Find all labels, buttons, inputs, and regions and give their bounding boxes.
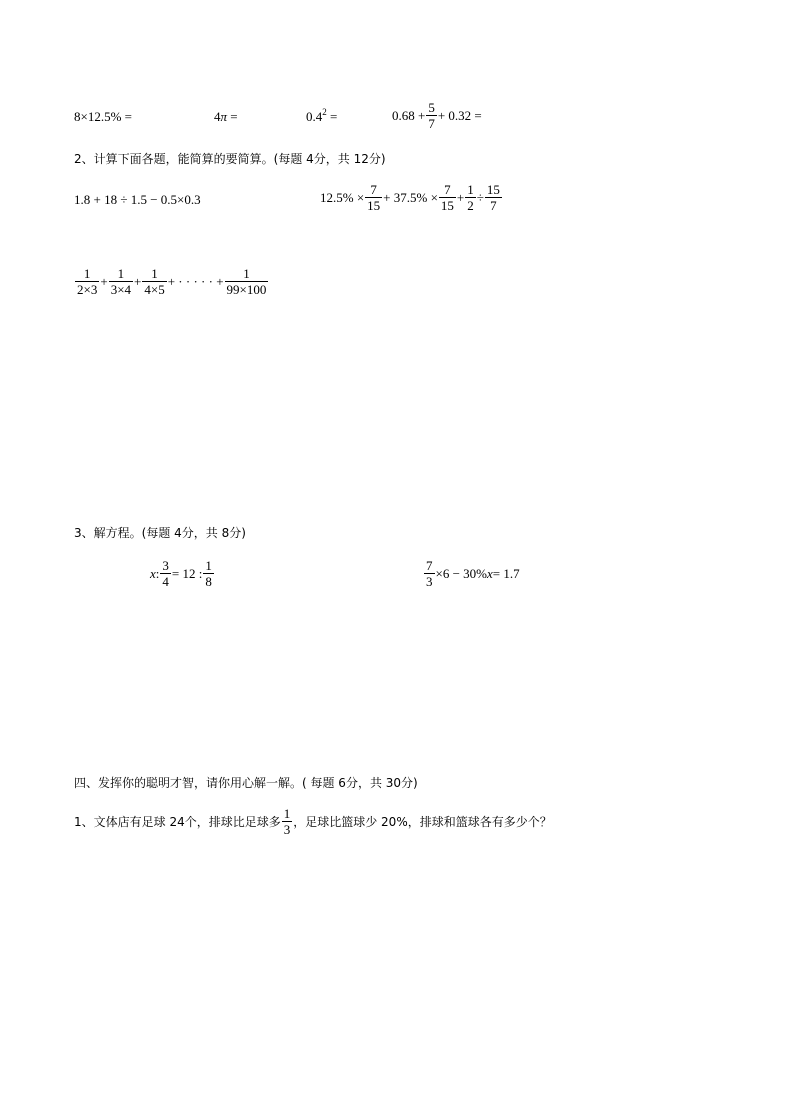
fraction: $\frac{1}{8}$ (205, 558, 212, 589)
fraction: $\frac{1}{3}$ (283, 806, 291, 837)
fraction: $\frac{1}{2\times 3}$ (77, 266, 98, 297)
fraction: $\frac{1}{2}$ (467, 182, 474, 213)
expression-four-pi: 4π = (214, 109, 238, 124)
word-problem-1: 1、文体店有足球 24个，排球比足球多 $\frac{1}{3}$ ，足球比篮球少 20%，排球和篮球各有多少个？ (74, 806, 552, 837)
problem-2-1: 1.8 + 18 ÷ 1.5 − 0.5×0.3 (74, 192, 201, 207)
section-3-heading: 3、解方程。(每题 4分，共 8分) (74, 526, 246, 540)
equation-1: x : $\frac{3}{4}$ = 12 : $\frac{1}{8}$ (150, 558, 212, 589)
fraction: $\frac{1}{3\times 4}$ (110, 266, 132, 297)
section-4-heading: 四、发挥你的聪明才智，请你用心解一解。( 每题 6分，共 30分) (74, 776, 418, 790)
fraction: $\frac{7}{15}$ (440, 182, 454, 213)
equation-2: $\frac{7}{3}$ ×6 − 30% x = 1.7 (426, 558, 520, 589)
fraction: $\frac{1}{4\times 5}$ (144, 266, 165, 297)
expression-product-percent: 8×12.5% = (74, 109, 132, 124)
fraction: $\frac{15}{7}$ (486, 182, 500, 213)
fraction: $\frac{7}{3}$ (426, 558, 433, 589)
fraction: $\frac{3}{4}$ (162, 558, 169, 589)
problem-2-2: 12.5% × $\frac{7}{15}$ + 37.5% × $\frac{7}{15}$ + $\frac{1}{2}$ ÷ $\frac{15}{7}$ (320, 182, 500, 213)
expression-square: $0.4^2$ = (306, 107, 338, 124)
section-2-heading: 2、计算下面各题，能简算的要简算。(每题 4分，共 12分) (74, 152, 386, 166)
fraction: $\frac{1}{99\times 100}$ (226, 266, 267, 297)
fraction: $\frac{5}{7}$ (428, 100, 435, 131)
problem-2-3: $\frac{1}{2\times 3}$ + $\frac{1}{3\times 4}$ + $\frac{1}{4\times 5}$ + · · · · · + $\frac{1}{99\times 100}$ (77, 266, 267, 297)
fraction: $\frac{7}{15}$ (367, 182, 381, 213)
expression-mixed-sum: 0.68 + $\frac{5}{7}$ + 0.32 = (392, 100, 482, 131)
